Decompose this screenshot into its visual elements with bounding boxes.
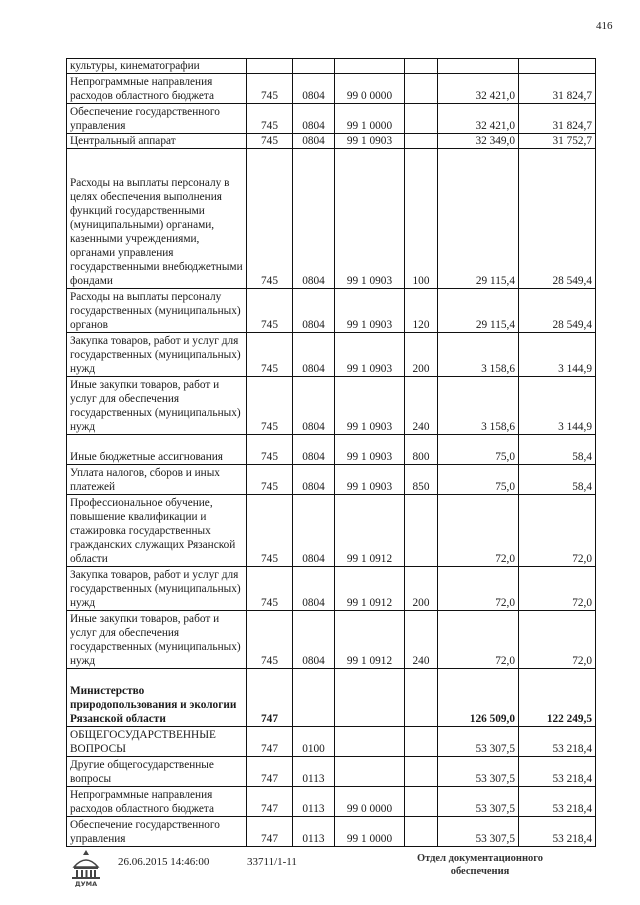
row-ved: 747 (247, 817, 293, 847)
row-vr (405, 495, 438, 567)
row-sum-2014: 72,0 (438, 495, 519, 567)
row-csr: 99 1 0000 (335, 104, 405, 134)
row-ved: 745 (247, 74, 293, 104)
row-name: культуры, кинематографии (67, 59, 247, 74)
row-sum-2014: 72,0 (438, 611, 519, 669)
row-razdel: 0804 (293, 134, 335, 149)
row-csr: 99 1 0903 (335, 149, 405, 289)
row-csr: 99 1 0903 (335, 435, 405, 465)
row-csr: 99 1 0912 (335, 495, 405, 567)
row-razdel: 0804 (293, 104, 335, 134)
row-ved: 747 (247, 727, 293, 757)
table-row (67, 104, 596, 134)
row-ved: 745 (247, 377, 293, 435)
row-sum-2015: 31 824,7 (519, 104, 596, 134)
row-razdel: 0804 (293, 333, 335, 377)
row-csr: 99 1 0912 (335, 611, 405, 669)
logo-text: ДУМА (74, 880, 98, 887)
row-sum-2015 (519, 59, 596, 74)
row-sum-2014: 72,0 (438, 567, 519, 611)
table-row (67, 787, 596, 817)
table-row (67, 817, 596, 847)
table-row (67, 669, 596, 727)
row-sum-2015: 58,4 (519, 435, 596, 465)
row-sum-2014: 53 307,5 (438, 817, 519, 847)
row-razdel: 0804 (293, 611, 335, 669)
row-razdel: 0804 (293, 495, 335, 567)
row-csr: 99 1 0903 (335, 333, 405, 377)
table-row (67, 495, 596, 567)
table-row (67, 465, 596, 495)
row-ved: 745 (247, 149, 293, 289)
row-razdel: 0804 (293, 289, 335, 333)
row-sum-2014: 3 158,6 (438, 377, 519, 435)
row-vr (405, 727, 438, 757)
row-name: Другие общегосударственные вопросы (67, 757, 247, 787)
row-ved: 745 (247, 435, 293, 465)
row-razdel: 0804 (293, 435, 335, 465)
row-vr: 120 (405, 289, 438, 333)
table-row (67, 377, 596, 435)
row-name: Профессиональное обучение, повышение квалификации и стажировка государственных гражданских служащих Рязанской области (67, 495, 247, 567)
row-sum-2015: 72,0 (519, 567, 596, 611)
table-row (67, 567, 596, 611)
row-sum-2015: 28 549,4 (519, 289, 596, 333)
row-sum-2015: 31 824,7 (519, 74, 596, 104)
row-sum-2015: 72,0 (519, 611, 596, 669)
page-footer (0, 847, 640, 905)
row-csr: 99 1 0903 (335, 289, 405, 333)
row-name: Обеспечение государственного управления (67, 104, 247, 134)
budget-table (66, 58, 596, 847)
row-razdel: 0804 (293, 567, 335, 611)
row-sum-2015: 53 218,4 (519, 727, 596, 757)
duma-emblem-icon (64, 847, 108, 887)
row-name: Уплата налогов, сборов и иных платежей (67, 465, 247, 495)
table-row (67, 435, 596, 465)
row-sum-2015: 53 218,4 (519, 787, 596, 817)
row-sum-2015: 3 144,9 (519, 333, 596, 377)
row-sum-2014: 75,0 (438, 465, 519, 495)
row-sum-2014: 53 307,5 (438, 757, 519, 787)
row-csr: 99 1 0903 (335, 377, 405, 435)
row-ved: 745 (247, 104, 293, 134)
row-csr: 99 0 0000 (335, 74, 405, 104)
row-vr (405, 669, 438, 727)
row-csr: 99 1 0903 (335, 134, 405, 149)
row-vr: 800 (405, 435, 438, 465)
page-number: 416 (596, 20, 613, 32)
row-name: Расходы на выплаты персоналу в целях обеспечения выполнения функций государственными (муниципальными) органами, казенными учреждениями, органами управления государственными внебюджетными фондами (67, 149, 247, 289)
row-sum-2014: 29 115,4 (438, 149, 519, 289)
table-row (67, 611, 596, 669)
table-row (67, 59, 596, 74)
table-row (67, 727, 596, 757)
row-razdel: 0113 (293, 817, 335, 847)
row-ved: 745 (247, 289, 293, 333)
row-name: Министерство природопользования и экологии Рязанской области (67, 669, 247, 727)
row-csr: 99 1 0912 (335, 567, 405, 611)
row-vr: 200 (405, 333, 438, 377)
row-sum-2015: 72,0 (519, 495, 596, 567)
row-ved: 745 (247, 134, 293, 149)
row-ved: 747 (247, 669, 293, 727)
row-csr: 99 1 0000 (335, 817, 405, 847)
row-name: Непрограммные направления расходов областного бюджета (67, 787, 247, 817)
row-ved: 747 (247, 787, 293, 817)
row-name: ОБЩЕГОСУДАРСТВЕННЫЕ ВОПРОСЫ (67, 727, 247, 757)
row-vr: 240 (405, 377, 438, 435)
row-csr (335, 59, 405, 74)
row-sum-2015: 53 218,4 (519, 757, 596, 787)
row-razdel: 0100 (293, 727, 335, 757)
row-sum-2014: 53 307,5 (438, 727, 519, 757)
row-name: Непрограммные направления расходов областного бюджета (67, 74, 247, 104)
row-sum-2015: 28 549,4 (519, 149, 596, 289)
row-ved: 745 (247, 495, 293, 567)
row-ved: 745 (247, 567, 293, 611)
row-csr (335, 727, 405, 757)
row-ved: 745 (247, 611, 293, 669)
row-sum-2014: 75,0 (438, 435, 519, 465)
table-row (67, 74, 596, 104)
row-sum-2014: 53 307,5 (438, 787, 519, 817)
row-csr (335, 757, 405, 787)
row-name: Закупка товаров, работ и услуг для государственных (муниципальных) нужд (67, 333, 247, 377)
footer-date: 26.06.2015 14:46:00 (118, 856, 210, 868)
footer-doc-number: 33711/1-11 (247, 856, 297, 868)
row-name: Центральный аппарат (67, 134, 247, 149)
table-row (67, 333, 596, 377)
row-ved: 747 (247, 757, 293, 787)
row-csr: 99 0 0000 (335, 787, 405, 817)
row-sum-2015: 53 218,4 (519, 817, 596, 847)
row-name: Иные закупки товаров, работ и услуг для обеспечения государственных (муниципальных) нужд (67, 377, 247, 435)
row-vr (405, 59, 438, 74)
row-name: Иные бюджетные ассигнования (67, 435, 247, 465)
row-vr: 850 (405, 465, 438, 495)
row-vr (405, 757, 438, 787)
footer-department: Отдел документационного обеспечения (416, 853, 544, 877)
row-sum-2015: 122 249,5 (519, 669, 596, 727)
row-razdel: 0804 (293, 377, 335, 435)
row-ved: 745 (247, 465, 293, 495)
table-row (67, 149, 596, 289)
row-razdel (293, 59, 335, 74)
row-name: Иные закупки товаров, работ и услуг для обеспечения государственных (муниципальных) нужд (67, 611, 247, 669)
row-sum-2014: 29 115,4 (438, 289, 519, 333)
row-vr (405, 817, 438, 847)
row-sum-2015: 58,4 (519, 465, 596, 495)
row-razdel: 0804 (293, 74, 335, 104)
row-name: Расходы на выплаты персоналу государственных (муниципальных) органов (67, 289, 247, 333)
row-vr: 240 (405, 611, 438, 669)
row-name: Обеспечение государственного управления (67, 817, 247, 847)
row-ved (247, 59, 293, 74)
row-sum-2014: 3 158,6 (438, 333, 519, 377)
table-row (67, 757, 596, 787)
row-sum-2015: 31 752,7 (519, 134, 596, 149)
row-ved: 745 (247, 333, 293, 377)
row-sum-2015: 3 144,9 (519, 377, 596, 435)
row-vr (405, 104, 438, 134)
row-vr (405, 787, 438, 817)
row-sum-2014: 32 349,0 (438, 134, 519, 149)
row-sum-2014 (438, 59, 519, 74)
row-razdel: 0804 (293, 149, 335, 289)
row-sum-2014: 126 509,0 (438, 669, 519, 727)
row-vr (405, 74, 438, 104)
row-csr: 99 1 0903 (335, 465, 405, 495)
row-razdel: 0804 (293, 465, 335, 495)
row-razdel: 0113 (293, 787, 335, 817)
row-sum-2014: 32 421,0 (438, 74, 519, 104)
table-row (67, 289, 596, 333)
table-row (67, 134, 596, 149)
row-razdel (293, 669, 335, 727)
row-csr (335, 669, 405, 727)
row-vr: 200 (405, 567, 438, 611)
row-vr (405, 134, 438, 149)
row-razdel: 0113 (293, 757, 335, 787)
row-sum-2014: 32 421,0 (438, 104, 519, 134)
row-name: Закупка товаров, работ и услуг для государственных (муниципальных) нужд (67, 567, 247, 611)
row-vr: 100 (405, 149, 438, 289)
